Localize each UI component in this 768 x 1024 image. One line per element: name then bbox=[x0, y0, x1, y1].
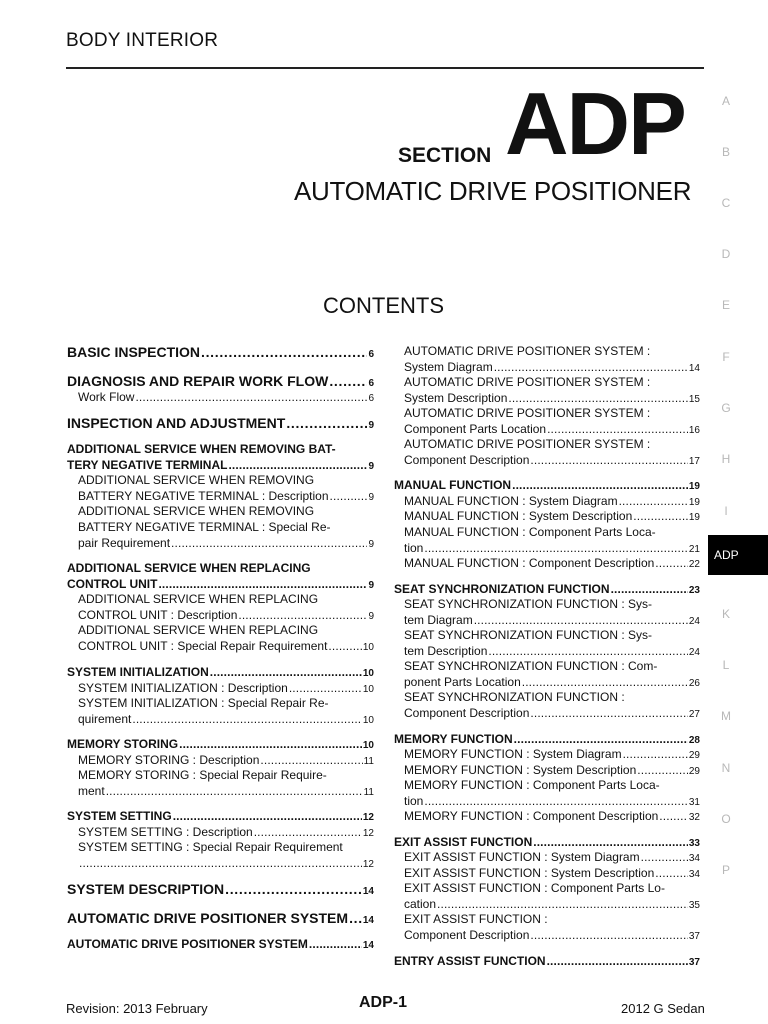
toc-page-number: 10 bbox=[362, 715, 374, 726]
toc-entry[interactable] bbox=[67, 344, 374, 360]
toc-entry[interactable] bbox=[404, 509, 700, 523]
toc-entry-title: MEMORY STORING : Description bbox=[78, 753, 260, 767]
toc-page-number: 15 bbox=[688, 394, 700, 405]
section-label: SECTION bbox=[398, 144, 492, 167]
category-title: BODY INTERIOR bbox=[66, 30, 219, 51]
toc-entry-title: BATTERY NEGATIVE TERMINAL : Special Re- bbox=[78, 520, 331, 534]
toc-entry-title: ADDITIONAL SERVICE WHEN REPLACING bbox=[78, 623, 319, 637]
toc-entry bbox=[78, 520, 374, 534]
toc-entry[interactable] bbox=[78, 390, 374, 404]
header-rule bbox=[66, 67, 704, 69]
toc-page-number: 23 bbox=[688, 585, 700, 596]
toc-page-number: 32 bbox=[688, 812, 700, 823]
toc-leader-dots bbox=[158, 577, 367, 591]
toc-entry-title: BASIC INSPECTION bbox=[67, 344, 201, 360]
toc-leader-dots bbox=[494, 360, 688, 374]
toc-entry-title: SYSTEM SETTING bbox=[67, 809, 172, 823]
toc-entry-title: EXIT ASSIST FUNCTION : System Description bbox=[404, 866, 655, 880]
toc-page-number: 9 bbox=[368, 492, 374, 503]
toc-page-number: 19 bbox=[688, 481, 700, 492]
toc-entry-title: ponent Parts Location bbox=[404, 675, 521, 689]
toc-entry[interactable] bbox=[67, 373, 374, 389]
toc-entry-title: Component Description bbox=[404, 706, 530, 720]
side-index-letter[interactable]: A bbox=[721, 94, 730, 108]
side-index-letter[interactable]: H bbox=[721, 452, 731, 466]
toc-entry-title: MEMORY FUNCTION bbox=[394, 732, 513, 746]
toc-entry[interactable] bbox=[404, 850, 700, 864]
side-index-letter[interactable]: K bbox=[721, 607, 730, 621]
toc-entry[interactable] bbox=[394, 732, 700, 746]
toc-entry-title: ment bbox=[78, 784, 105, 798]
toc-entry[interactable] bbox=[404, 897, 700, 911]
toc-entry bbox=[78, 592, 374, 606]
toc-page-number: 6 bbox=[368, 378, 374, 389]
side-index-active-tab[interactable]: ADP bbox=[708, 535, 768, 575]
toc-entry-title: pair Requirement bbox=[78, 536, 171, 550]
toc-entry bbox=[404, 375, 700, 389]
toc-leader-dots bbox=[260, 753, 362, 767]
toc-page-number: 14 bbox=[362, 940, 374, 951]
toc-entry[interactable] bbox=[78, 639, 374, 653]
toc-leader-dots bbox=[329, 373, 367, 389]
toc-entry[interactable] bbox=[67, 937, 374, 951]
toc-leader-dots bbox=[474, 613, 688, 627]
toc-entry-title: Component Parts Location bbox=[404, 422, 547, 436]
toc-entry[interactable] bbox=[404, 644, 700, 658]
toc-entry-title: AUTOMATIC DRIVE POSITIONER SYSTEM : bbox=[404, 406, 651, 420]
toc-entry[interactable] bbox=[67, 910, 374, 926]
toc-leader-dots bbox=[655, 866, 688, 880]
toc-entry[interactable] bbox=[78, 753, 374, 767]
toc-leader-dots bbox=[106, 784, 363, 798]
toc-leader-dots bbox=[533, 835, 688, 849]
toc-entry bbox=[78, 473, 374, 487]
toc-leader-dots bbox=[437, 897, 688, 911]
toc-entry-title: SEAT SYNCHRONIZATION FUNCTION : bbox=[404, 690, 625, 704]
side-index-letter[interactable]: B bbox=[721, 145, 730, 159]
toc-entry-title: MANUAL FUNCTION bbox=[394, 478, 512, 492]
toc-entry-title: CONTROL UNIT bbox=[67, 577, 158, 591]
toc-leader-dots bbox=[309, 937, 362, 951]
toc-entry-title: tion bbox=[404, 541, 424, 555]
side-index-letter[interactable]: E bbox=[721, 298, 730, 312]
toc-entry[interactable] bbox=[67, 881, 374, 897]
toc-page-number: 29 bbox=[688, 750, 700, 761]
toc-page-number: 10 bbox=[362, 740, 374, 751]
toc-entry[interactable] bbox=[404, 613, 700, 627]
toc-entry-title: SEAT SYNCHRONIZATION FUNCTION : Com- bbox=[404, 659, 658, 673]
toc-entry-title: SYSTEM INITIALIZATION bbox=[67, 665, 209, 679]
toc-page-number: 19 bbox=[688, 497, 700, 508]
toc-entry-title: SEAT SYNCHRONIZATION FUNCTION bbox=[394, 582, 610, 596]
toc-leader-dots bbox=[530, 928, 687, 942]
toc-leader-dots bbox=[547, 422, 688, 436]
toc-entry-title: AUTOMATIC DRIVE POSITIONER SYSTEM bbox=[67, 937, 308, 951]
toc-entry[interactable] bbox=[67, 665, 374, 679]
toc-page-number: 9 bbox=[368, 461, 374, 472]
toc-entry-title: ADDITIONAL SERVICE WHEN REPLACING bbox=[78, 592, 319, 606]
toc-entry-title: EXIT ASSIST FUNCTION : Component Parts Lo- bbox=[404, 881, 665, 895]
toc-entry[interactable] bbox=[404, 928, 700, 942]
toc-entry[interactable] bbox=[404, 494, 700, 508]
toc-entry[interactable] bbox=[67, 577, 374, 591]
toc-leader-dots bbox=[286, 415, 367, 431]
toc-leader-dots bbox=[424, 794, 688, 808]
side-index-letter[interactable]: P bbox=[721, 863, 730, 877]
toc-leader-dots bbox=[238, 608, 367, 622]
toc-entry-title: SEAT SYNCHRONIZATION FUNCTION : Sys- bbox=[404, 628, 653, 642]
toc-entry[interactable] bbox=[404, 747, 700, 761]
toc-entry[interactable] bbox=[404, 675, 700, 689]
toc-entry bbox=[404, 437, 700, 451]
toc-page-number: 31 bbox=[688, 797, 700, 808]
toc-entry-title: EXIT ASSIST FUNCTION : bbox=[404, 912, 548, 926]
toc-page-number: 6 bbox=[368, 349, 374, 360]
toc-entry[interactable] bbox=[67, 458, 374, 472]
toc-leader-dots bbox=[79, 856, 362, 870]
toc-page-number: 26 bbox=[688, 678, 700, 689]
toc-page-number: 21 bbox=[688, 544, 700, 555]
toc-entry bbox=[78, 768, 374, 782]
toc-entry[interactable] bbox=[404, 391, 700, 405]
toc-entry[interactable] bbox=[78, 712, 374, 726]
toc-entry[interactable] bbox=[78, 825, 374, 839]
toc-page-number: 9 bbox=[368, 611, 374, 622]
toc-entry-title: SYSTEM INITIALIZATION : Special Repair Re- bbox=[78, 696, 329, 710]
toc-leader-dots bbox=[330, 489, 368, 503]
footer-revision: Revision: 2013 February bbox=[66, 1001, 208, 1016]
toc-entry-title: AUTOMATIC DRIVE POSITIONER SYSTEM bbox=[67, 910, 349, 926]
toc-entry bbox=[404, 881, 700, 895]
toc-entry[interactable] bbox=[404, 422, 700, 436]
toc-entry-title: MEMORY FUNCTION : Component Description bbox=[404, 809, 659, 823]
toc-entry bbox=[404, 778, 700, 792]
side-index-letter[interactable]: I bbox=[724, 504, 728, 518]
toc-entry[interactable] bbox=[394, 835, 700, 849]
toc-entry[interactable] bbox=[67, 809, 374, 823]
toc-page-number: 17 bbox=[688, 456, 700, 467]
toc-page-number: 29 bbox=[688, 766, 700, 777]
toc-entry[interactable] bbox=[67, 737, 374, 751]
footer-model: 2012 G Sedan bbox=[621, 1001, 705, 1016]
toc-leader-dots bbox=[171, 536, 367, 550]
toc-leader-dots bbox=[623, 747, 688, 761]
side-index-letter[interactable]: N bbox=[721, 761, 731, 775]
toc-entry bbox=[404, 406, 700, 420]
toc-page-number: 9 bbox=[368, 539, 374, 550]
toc-page-number: 14 bbox=[688, 363, 700, 374]
toc-entry bbox=[78, 696, 374, 710]
toc-entry[interactable] bbox=[78, 856, 374, 870]
toc-page-number: 27 bbox=[688, 709, 700, 720]
toc-page-number: 37 bbox=[688, 931, 700, 942]
toc-leader-dots bbox=[611, 582, 688, 596]
toc-entry-title: Component Description bbox=[404, 928, 530, 942]
toc-entry-title: tem Diagram bbox=[404, 613, 473, 627]
toc-entry-title: EXIT ASSIST FUNCTION bbox=[394, 835, 533, 849]
toc-leader-dots bbox=[641, 850, 688, 864]
toc-page-number: 16 bbox=[688, 425, 700, 436]
toc-page-number: 6 bbox=[368, 393, 374, 404]
toc-leader-dots bbox=[633, 509, 688, 523]
toc-entry-title: System Description bbox=[404, 391, 508, 405]
toc-leader-dots bbox=[424, 541, 688, 555]
toc-leader-dots bbox=[619, 494, 688, 508]
toc-leader-dots bbox=[512, 478, 688, 492]
toc-entry-title: TERY NEGATIVE TERMINAL bbox=[67, 458, 228, 472]
toc-entry-title: MANUAL FUNCTION : Component Description bbox=[404, 556, 655, 570]
toc-page-number: 12 bbox=[362, 812, 374, 823]
toc-leader-dots bbox=[547, 954, 688, 968]
toc-entry-title: SYSTEM SETTING : Special Repair Requirement bbox=[78, 840, 343, 854]
toc-entry[interactable] bbox=[404, 453, 700, 467]
toc-entry[interactable] bbox=[78, 536, 374, 550]
toc-page-number: 14 bbox=[362, 915, 374, 926]
toc-page-number: 9 bbox=[368, 580, 374, 591]
toc-entry-title: quirement bbox=[78, 712, 132, 726]
toc-leader-dots bbox=[225, 881, 362, 897]
toc-entry[interactable] bbox=[394, 582, 700, 596]
toc-entry-title: System Diagram bbox=[404, 360, 493, 374]
toc-leader-dots bbox=[349, 910, 362, 926]
toc-page-number: 33 bbox=[688, 838, 700, 849]
toc-leader-dots bbox=[530, 453, 687, 467]
toc-entry[interactable] bbox=[78, 489, 374, 503]
toc-entry bbox=[404, 344, 700, 358]
toc-entry[interactable] bbox=[404, 556, 700, 570]
toc-entry[interactable] bbox=[404, 541, 700, 555]
toc-page-number: 22 bbox=[688, 559, 700, 570]
toc-entry-title: tion bbox=[404, 794, 424, 808]
toc-leader-dots bbox=[508, 391, 688, 405]
side-index bbox=[704, 0, 768, 1024]
toc-entry-title: MANUAL FUNCTION : System Description bbox=[404, 509, 633, 523]
toc-entry-title: tem Description bbox=[404, 644, 488, 658]
toc-entry-title: DIAGNOSIS AND REPAIR WORK FLOW bbox=[67, 373, 329, 389]
toc-leader-dots bbox=[289, 681, 362, 695]
toc-leader-dots bbox=[522, 675, 688, 689]
toc-leader-dots bbox=[488, 644, 688, 658]
side-index-letter[interactable]: F bbox=[722, 350, 730, 364]
toc-entry-title: AUTOMATIC DRIVE POSITIONER SYSTEM : bbox=[404, 437, 651, 451]
side-index-letter[interactable]: C bbox=[721, 196, 731, 210]
toc-entry bbox=[67, 561, 374, 575]
toc-entry bbox=[404, 659, 700, 673]
toc-entry-title: Work Flow bbox=[78, 390, 135, 404]
toc-leader-dots bbox=[201, 344, 367, 360]
toc-entry-title: ENTRY ASSIST FUNCTION bbox=[394, 954, 546, 968]
toc-entry-title: SYSTEM DESCRIPTION bbox=[67, 881, 225, 897]
toc-entry-title: MEMORY FUNCTION : System Description bbox=[404, 763, 637, 777]
side-index-letter[interactable]: L bbox=[722, 658, 730, 672]
toc-entry-title: BATTERY NEGATIVE TERMINAL : Description bbox=[78, 489, 329, 503]
toc-page-number: 11 bbox=[363, 787, 374, 798]
toc-page-number: 11 bbox=[363, 756, 374, 767]
toc-entry-title: MEMORY STORING bbox=[67, 737, 179, 751]
side-index-letter[interactable]: D bbox=[721, 247, 731, 261]
toc-entry bbox=[404, 628, 700, 642]
toc-entry-title: Component Description bbox=[404, 453, 530, 467]
toc-leader-dots bbox=[530, 706, 687, 720]
toc-entry-title: AUTOMATIC DRIVE POSITIONER SYSTEM : bbox=[404, 375, 651, 389]
toc-entry-title: MEMORY STORING : Special Repair Require- bbox=[78, 768, 327, 782]
toc-leader-dots bbox=[655, 556, 688, 570]
toc-entry-title: EXIT ASSIST FUNCTION : System Diagram bbox=[404, 850, 640, 864]
toc-entry-title: SYSTEM INITIALIZATION : Description bbox=[78, 681, 288, 695]
toc-entry[interactable] bbox=[404, 706, 700, 720]
toc-entry-title: SEAT SYNCHRONIZATION FUNCTION : Sys- bbox=[404, 597, 653, 611]
toc-entry bbox=[78, 623, 374, 637]
toc-entry[interactable] bbox=[394, 954, 700, 968]
toc-entry-title: AUTOMATIC DRIVE POSITIONER SYSTEM : bbox=[404, 344, 651, 358]
toc-entry-title: ADDITIONAL SERVICE WHEN REPLACING bbox=[67, 561, 311, 575]
toc-entry-title: cation bbox=[404, 897, 437, 911]
toc-page-number: 37 bbox=[688, 957, 700, 968]
toc-page-number: 34 bbox=[688, 853, 700, 864]
toc-leader-dots bbox=[637, 763, 688, 777]
toc-page-number: 10 bbox=[362, 668, 374, 679]
toc-leader-dots bbox=[135, 390, 367, 404]
toc-entry[interactable] bbox=[67, 415, 374, 431]
toc-page-number: 12 bbox=[362, 828, 374, 839]
section-title: AUTOMATIC DRIVE POSITIONER bbox=[294, 176, 692, 206]
toc-page-number: 12 bbox=[362, 859, 374, 870]
toc-entry-title: INSPECTION AND ADJUSTMENT bbox=[67, 415, 286, 431]
toc-leader-dots bbox=[659, 809, 688, 823]
toc-leader-dots bbox=[132, 712, 362, 726]
toc-page-number: 24 bbox=[688, 616, 700, 627]
toc-leader-dots bbox=[210, 665, 362, 679]
toc-entry[interactable] bbox=[404, 809, 700, 823]
toc-entry-title: ADDITIONAL SERVICE WHEN REMOVING BAT- bbox=[67, 442, 336, 456]
toc-entry[interactable] bbox=[78, 681, 374, 695]
toc-entry-title: MANUAL FUNCTION : Component Parts Loca- bbox=[404, 525, 656, 539]
toc-page-number: 24 bbox=[688, 647, 700, 658]
toc-leader-dots bbox=[228, 458, 367, 472]
toc-entry-title: CONTROL UNIT : Special Repair Requirement bbox=[78, 639, 328, 653]
toc-entry bbox=[404, 690, 700, 704]
toc-leader-dots bbox=[514, 732, 688, 746]
toc-entry-title: MEMORY FUNCTION : Component Parts Loca- bbox=[404, 778, 660, 792]
toc-page-number: 9 bbox=[368, 420, 374, 431]
side-index-letter[interactable]: M bbox=[721, 709, 731, 723]
toc-entry[interactable] bbox=[78, 784, 374, 798]
toc-entry bbox=[404, 912, 700, 926]
toc-entry[interactable] bbox=[404, 360, 700, 374]
toc-leader-dots bbox=[179, 737, 362, 751]
toc-entry bbox=[404, 597, 700, 611]
toc-entry[interactable] bbox=[404, 763, 700, 777]
toc-page-number: 10 bbox=[362, 684, 374, 695]
section-code: ADP bbox=[505, 74, 685, 173]
toc-page-number: 28 bbox=[688, 735, 700, 746]
side-index-letter[interactable]: G bbox=[721, 401, 731, 415]
toc-entry-title: SYSTEM SETTING : Description bbox=[78, 825, 253, 839]
toc-entry bbox=[404, 525, 700, 539]
toc-entry bbox=[67, 442, 374, 456]
toc-entry[interactable] bbox=[394, 478, 700, 492]
toc-entry-title: ADDITIONAL SERVICE WHEN REMOVING bbox=[78, 504, 315, 518]
footer-page-id: ADP-1 bbox=[359, 994, 408, 1011]
toc-entry-title: ADDITIONAL SERVICE WHEN REMOVING bbox=[78, 473, 315, 487]
toc-entry-title: MEMORY FUNCTION : System Diagram bbox=[404, 747, 622, 761]
toc-entry bbox=[78, 840, 374, 854]
toc-leader-dots bbox=[254, 825, 362, 839]
toc-entry-title: MANUAL FUNCTION : System Diagram bbox=[404, 494, 618, 508]
toc-entry[interactable] bbox=[404, 794, 700, 808]
toc-entry bbox=[78, 504, 374, 518]
toc-page-number: 35 bbox=[688, 900, 700, 911]
toc-leader-dots bbox=[328, 639, 361, 653]
toc-page-number: 14 bbox=[362, 886, 374, 897]
toc-page-number: 19 bbox=[688, 512, 700, 523]
toc-page-number: 34 bbox=[688, 869, 700, 880]
contents-heading: CONTENTS bbox=[323, 293, 444, 318]
toc-entry[interactable] bbox=[404, 866, 700, 880]
side-index-letter[interactable]: O bbox=[721, 812, 731, 826]
toc-entry-title: CONTROL UNIT : Description bbox=[78, 608, 238, 622]
toc-page-number: 10 bbox=[362, 642, 374, 653]
toc-leader-dots bbox=[173, 809, 362, 823]
toc-entry[interactable] bbox=[78, 608, 374, 622]
